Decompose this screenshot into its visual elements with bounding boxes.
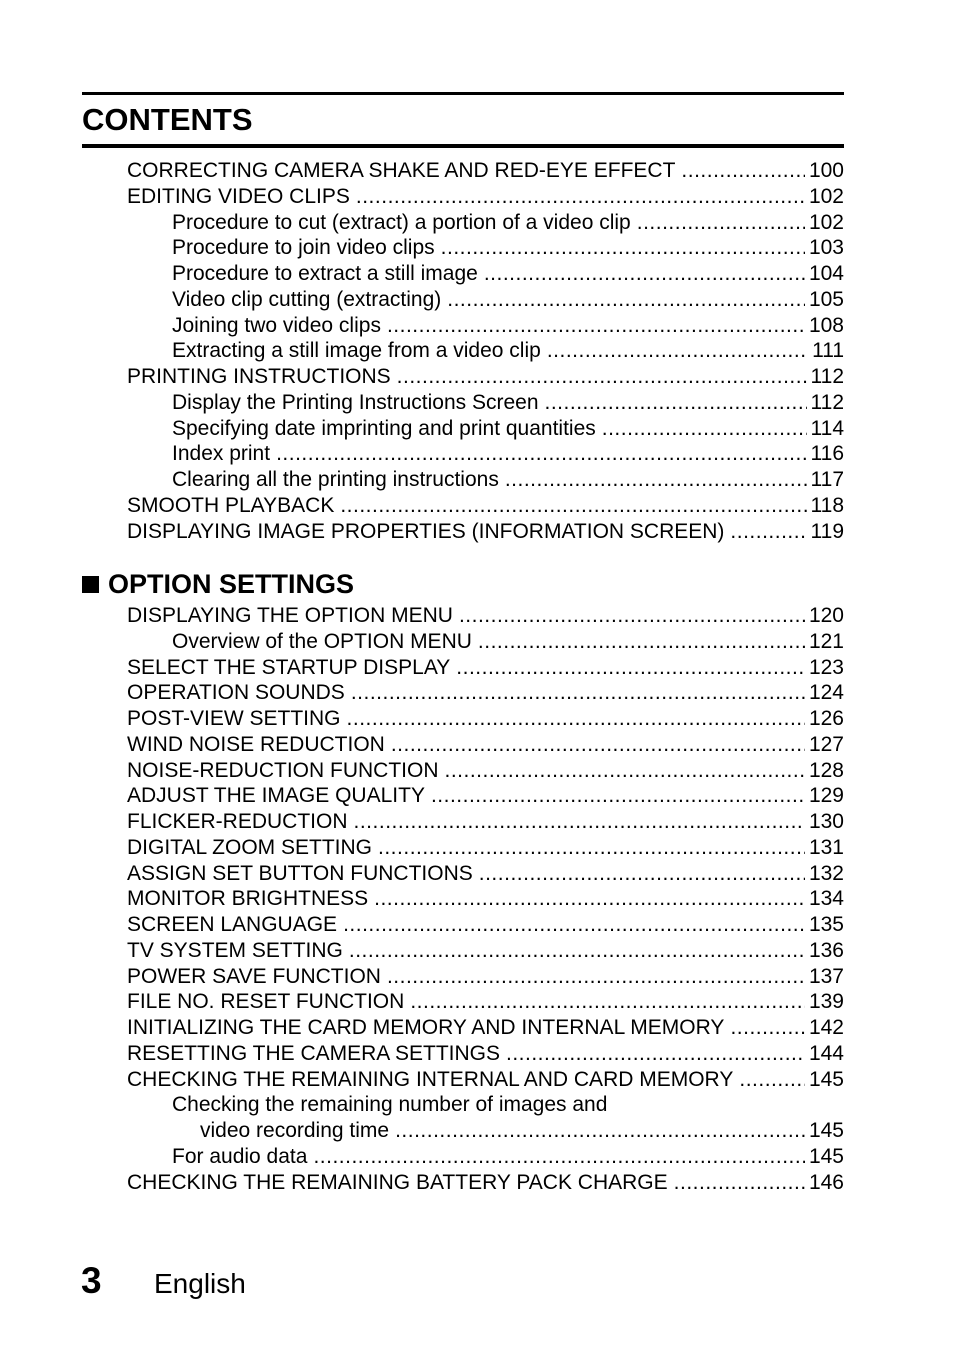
page-number: 3: [81, 1260, 102, 1301]
dot-leader: [374, 886, 805, 912]
dot-leader: [456, 655, 805, 681]
toc-list-part2: [127, 603, 844, 1195]
toc-entry[interactable]: [127, 1067, 844, 1093]
toc-entry-label: FLICKER-REDUCTION: [127, 810, 348, 833]
dot-leader: [378, 835, 805, 861]
toc-entry-page: 146: [808, 1170, 844, 1194]
toc-entry-label: Extracting a still image from a video clip: [172, 339, 541, 363]
toc-entry[interactable]: [127, 629, 844, 655]
toc-entry-page: 100: [808, 159, 844, 182]
toc-entry-page: 132: [808, 861, 844, 885]
dot-leader: [387, 964, 805, 990]
toc-entry[interactable]: [127, 519, 844, 545]
toc-entry-page: 119: [810, 519, 844, 543]
toc-entry-page: 105: [808, 287, 844, 311]
toc-entry-page: 144: [808, 1041, 844, 1065]
toc-entry-page: 112: [810, 390, 844, 414]
dot-leader: [674, 1170, 805, 1196]
dot-leader: [447, 287, 805, 313]
dot-leader: [445, 758, 805, 784]
toc-entry-label: FILE NO. RESET FUNCTION: [127, 990, 405, 1014]
toc-entry-page: 145: [808, 1144, 844, 1168]
toc-entry-page: 104: [808, 262, 844, 285]
toc-entry[interactable]: [127, 886, 844, 912]
toc-entry-page: 112: [810, 365, 844, 388]
toc-entry-page: 127: [808, 732, 844, 756]
square-bullet-icon: [82, 576, 99, 593]
toc-entry-page: 116: [810, 442, 844, 466]
toc-entry[interactable]: [127, 416, 844, 442]
toc-entry-label: SELECT THE STARTUP DISPLAY: [127, 655, 451, 679]
dot-leader: [730, 1015, 805, 1041]
toc-entry-label: For audio data: [172, 1144, 308, 1168]
dot-leader: [356, 184, 805, 210]
toc-entry-page: 145: [808, 1067, 844, 1091]
toc-entry[interactable]: [127, 441, 844, 467]
dot-leader: [395, 1118, 805, 1144]
toc-entry-page: 142: [808, 1016, 844, 1039]
dot-leader: [441, 235, 805, 261]
toc-entry-label: OPERATION SOUNDS: [127, 681, 345, 705]
toc-entry[interactable]: [127, 158, 844, 184]
toc-entry-page: 111: [812, 339, 844, 363]
dot-leader: [354, 809, 805, 835]
toc-entry[interactable]: [127, 861, 844, 887]
page-title: CONTENTS: [82, 102, 253, 137]
toc-entry[interactable]: [127, 603, 844, 629]
toc-entry-page: 114: [810, 416, 844, 440]
toc-entry-label: Display the Printing Instructions Screen: [172, 390, 539, 414]
toc-entry[interactable]: [127, 1092, 844, 1118]
toc-entry-page: 126: [808, 707, 844, 730]
toc-entry-page: 139: [808, 990, 844, 1014]
toc-entry-page: 129: [808, 784, 844, 808]
dot-leader: [276, 441, 806, 467]
toc-entry-label: DIGITAL ZOOM SETTING: [127, 835, 373, 859]
dot-leader: [478, 629, 805, 655]
toc-entry-page: 137: [808, 964, 844, 988]
toc-entry-label: ADJUST THE IMAGE QUALITY: [127, 784, 425, 808]
dot-leader: [739, 1067, 805, 1093]
toc-entry-label: NOISE-REDUCTION FUNCTION: [127, 758, 439, 782]
dot-leader: [479, 861, 805, 887]
toc-entry-label: CHECKING THE REMAINING BATTERY PACK CHARGE: [127, 1170, 668, 1194]
toc-entry-page: 118: [810, 493, 844, 517]
dot-leader: [349, 938, 805, 964]
toc-entry-page: 134: [808, 887, 844, 911]
toc-entry[interactable]: [127, 783, 844, 809]
toc-entry[interactable]: [127, 1015, 844, 1041]
toc-entry[interactable]: [127, 1144, 844, 1170]
toc-entry-label: ASSIGN SET BUTTON FUNCTIONS: [127, 861, 473, 885]
toc-entry[interactable]: [127, 184, 844, 210]
toc-entry[interactable]: [127, 287, 844, 313]
toc-entry[interactable]: [127, 338, 844, 364]
toc-entry-label: TV SYSTEM SETTING: [127, 938, 343, 962]
top-rule: [82, 92, 844, 95]
toc-entry-label: Procedure to cut (extract) a portion of a video clip: [172, 210, 631, 234]
toc-entry-label: Joining two video clips: [172, 313, 381, 337]
toc-entry[interactable]: [127, 989, 844, 1015]
toc-entry-label: Overview of the OPTION MENU: [172, 629, 472, 653]
dot-leader: [410, 989, 805, 1015]
toc-entry-page: 136: [808, 938, 844, 962]
toc-entry-label: POST-VIEW SETTING: [127, 707, 341, 730]
dot-leader: [730, 519, 806, 545]
toc-entry[interactable]: [127, 680, 844, 706]
toc-entry[interactable]: [127, 1041, 844, 1067]
toc-entry[interactable]: [127, 835, 844, 861]
toc-entry-page: 121: [808, 629, 844, 653]
toc-entry-label: Procedure to join video clips: [172, 236, 435, 260]
toc-entry[interactable]: [127, 493, 844, 519]
dot-leader: [347, 706, 805, 732]
toc-entry-label: video recording time: [200, 1119, 390, 1142]
toc-entry-label: INITIALIZING THE CARD MEMORY AND INTERNAL MEMORY: [127, 1016, 725, 1039]
toc-entry-page: 103: [808, 236, 844, 260]
dot-leader: [431, 783, 805, 809]
toc-entry-label: RESETTING THE CAMERA SETTINGS: [127, 1041, 500, 1065]
dot-leader: [343, 912, 805, 938]
toc-entry-label: CORRECTING CAMERA SHAKE AND RED-EYE EFFECT: [127, 159, 676, 182]
toc-entry-label: DISPLAYING THE OPTION MENU: [127, 604, 453, 627]
toc-entry[interactable]: [127, 706, 844, 732]
section-heading: [82, 566, 354, 602]
toc-entry-label: SCREEN LANGUAGE: [127, 913, 338, 936]
toc-entry[interactable]: [127, 912, 844, 938]
toc-entry-label: Specifying date imprinting and print quantities: [172, 416, 596, 440]
toc-entry-page: 130: [808, 810, 844, 833]
toc-entry[interactable]: [127, 1170, 844, 1196]
toc-entry[interactable]: [127, 1118, 844, 1144]
toc-entry-page: 123: [808, 655, 844, 679]
toc-entry-page: 102: [808, 210, 844, 234]
toc-entry-page: 108: [808, 313, 844, 337]
toc-entry[interactable]: [127, 313, 844, 339]
dot-leader: [505, 467, 807, 493]
toc-entry-label: Clearing all the printing instructions: [172, 468, 499, 491]
toc-entry-label: Checking the remaining number of images and: [172, 1093, 608, 1117]
dot-leader: [681, 158, 805, 184]
section-heading-text: OPTION SETTINGS: [108, 569, 355, 599]
dot-leader: [637, 210, 805, 236]
toc-entry[interactable]: [127, 364, 844, 390]
dot-leader: [602, 416, 807, 442]
toc-entry[interactable]: [127, 758, 844, 784]
toc-entry[interactable]: [127, 809, 844, 835]
toc-entry-label: SMOOTH PLAYBACK: [127, 493, 335, 517]
toc-entry-page: 135: [808, 913, 844, 936]
toc-entry[interactable]: [127, 467, 844, 493]
toc-entry-label: WIND NOISE REDUCTION: [127, 732, 385, 756]
toc-entry-label: CHECKING THE REMAINING INTERNAL AND CARD MEMORY: [127, 1067, 734, 1091]
dot-leader: [340, 493, 806, 519]
toc-entry-label: Index print: [172, 442, 271, 466]
toc-entry-page: 124: [808, 681, 844, 705]
dot-leader: [313, 1144, 805, 1170]
toc-entry-page: 128: [808, 758, 844, 782]
toc-entry[interactable]: [127, 964, 844, 990]
toc-entry-label: PRINTING INSTRUCTIONS: [127, 365, 391, 388]
toc-entry-label: Video clip cutting (extracting): [172, 287, 442, 311]
title-rule: [82, 144, 844, 148]
toc-entry-page: 117: [810, 468, 844, 491]
toc-list-part1: [127, 158, 844, 544]
page-language: English: [154, 1268, 246, 1299]
toc-entry[interactable]: [127, 210, 844, 236]
dot-leader: [351, 680, 805, 706]
toc-entry-page: 120: [808, 604, 844, 627]
toc-entry[interactable]: [127, 235, 844, 261]
dot-leader: [459, 603, 805, 629]
dot-leader: [545, 390, 807, 416]
dot-leader: [547, 338, 808, 364]
toc-entry-label: MONITOR BRIGHTNESS: [127, 887, 369, 911]
toc-entry-label: DISPLAYING IMAGE PROPERTIES (INFORMATION SCREEN): [127, 519, 725, 543]
toc-entry[interactable]: [127, 732, 844, 758]
toc-entry[interactable]: [127, 261, 844, 287]
toc-entry-page: 131: [808, 835, 844, 859]
toc-entry-page: 102: [808, 184, 844, 208]
toc-entry[interactable]: [127, 655, 844, 681]
toc-entry[interactable]: [127, 938, 844, 964]
dot-leader: [397, 364, 807, 390]
dot-leader: [484, 261, 805, 287]
toc-entry-label: EDITING VIDEO CLIPS: [127, 184, 350, 208]
dot-leader: [391, 732, 805, 758]
dot-leader: [387, 313, 805, 339]
dot-leader: [506, 1041, 805, 1067]
toc-entry-label: Procedure to extract a still image: [172, 262, 478, 285]
toc-entry-label: POWER SAVE FUNCTION: [127, 964, 381, 988]
toc-entry[interactable]: [127, 390, 844, 416]
toc-entry-page: 145: [808, 1119, 844, 1142]
